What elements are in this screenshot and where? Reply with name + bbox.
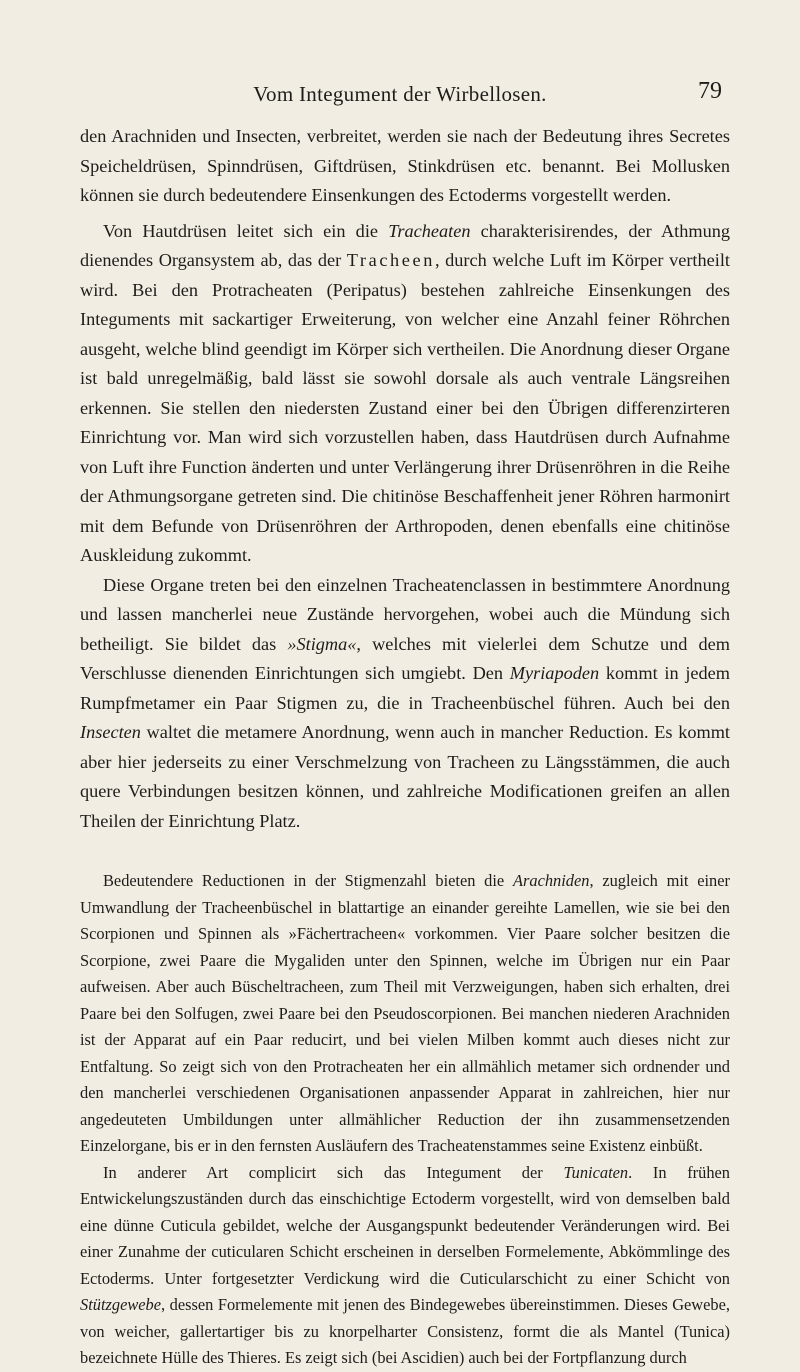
main-text [80,122,730,836]
term-stuetzgewebe: Stützgewebe [80,1295,162,1314]
term-tunicaten: Tunicaten [563,1162,629,1182]
term-tracheen-spaced: Tracheen [346,250,435,270]
small-print-text [80,868,730,1372]
term-stigma: »Stigma« [287,633,357,654]
paragraph-tracheen: Von Hautdrüsen leitet sich ein die Tracheaten charakterisirendes, der Athmung dienendes Organsystem ab, das der Tracheen, durch welche Luft im Körper vertheilt wird. Bei den Protracheaten (Peripatus) bestehen zahlreiche Einsenkungen des Integuments mit sackartiger Erweiterung, von welcher eine Anzahl feiner Röhrchen ausgeht, welche blind geendigt im Körper sich vertheilen. Die Anordnung dieser Organe ist bald unregelmäßig, bald lässt sie sowohl dorsale als auch ventrale Längsreihen erkennen. Sie stellen den niedersten Zustand einer bei den Übrigen differenzirteren Einrichtung vor. Man wird sich vorzustellen haben, dass Hautdrüsen durch Aufnahme von Luft ihre Function änderten und unter Verlängerung ihrer Drüsenröhren in die Reihe der Athmungsorgane getreten sind. Die chitinöse Beschaffenheit jener Röhren harmonirt mit dem Befunde von Drüsenröhren der Arthropoden, denen ebenfalls eine chitinöse Auskleidung zukommt. [80,220,731,565]
paragraph-stigma: Diese Organe treten bei den einzelnen Tracheatenclassen in bestimmtere Anordnung und lassen mancherlei neue Zustände hervorgehen, wobei auch die Mündung sich betheiligt. Sie bildet das »Stigma«, welches mit vielerlei dem Schutze und dem Verschlusse dienenden Einrichtungen sich umgiebt. Den Myriapoden kommt in jedem Rumpfmetamer ein Paar Stigmen zu, die in Tracheenbüschel führen. Auch bei den Insecten waltet die metamere Anordnung, wenn auch in mancher Reduction. Es kommt aber hier jederseits zu einer Verschmelzung von Tracheen zu Längsstämmen, die auch quere Verbindungen besitzen können, und zahlreiche Modificationen greifen an allen Theilen der Einrichtung Platz. [80,574,730,831]
term-arachniden: Arachniden [512,871,590,890]
paragraph-arachniden: Bedeutendere Reductionen in der Stigmenzahl bieten die Arachniden, zugleich mit einer Umwandlung der Tracheenbüschel in blattartige an einander gereihte Lamellen, wie sie bei den Scorpionen und Spinnen als »Fächertracheen« vorkommen. Vier Paare solcher besitzen die Scorpione, zwei Paare die Mygaliden unter den Spinnen, welche im Übrigen nur ein Paar aufweisen. Aber auch Büscheltracheen, zum Theil mit Verzweigungen, haben sich erhalten, drei Paare bei den Solfugen, zwei Paare bei den Pseudoscorpionen. Bei manchen niederen Arachniden ist der Apparat auf ein Paar reducirt, und bei vielen Milben kommt auch dieses nicht zur Entfaltung. So zeigt sich von den Protracheaten her ein allmählich metamer sich ordnender und den mancherlei verschiedenen Organisationen anpassender Apparat in zahlreichen, hier nur angedeuteten Umbildungen unter allmählicher Reduction der ihn zusammensetzenden Einzelorgane, bis er in den fernsten Ausläufern des Tracheatenstammes seine Existenz einbüßt. [80,871,730,1155]
page-header [0,76,800,106]
running-head: Vom Integument der Wirbellosen. [253,82,547,106]
term-tracheaten: Tracheaten [388,220,471,241]
page-number: 79 [698,78,722,104]
paragraph-continued: den Arachniden und Insecten, verbreitet, werden sie nach der Bedeutung ihres Secretes Speicheldrüsen, Spinndrüsen, Giftdrüsen, Stinkdrüsen etc. benannt. Bei Mollusken können sie durch bedeutendere Einsenkungen des Ectoderms vorgestellt werden. [80,126,730,205]
term-insecten: Insecten [80,722,141,742]
paragraph-tunicaten: In anderer Art complicirt sich das Integument der Tunicaten. In frühen Entwickelungszuständen durch das einschichtige Ectoderm vorgestellt, wird von demselben bald eine dünne Cuticula gebildet, welche der Ausgangspunkt bedeutender Veränderungen wird. Bei einer Zunahme der cuticularen Schicht erscheinen in derselben Formelemente, Abkömmlinge des Ectoderms. Unter fortgesetzter Verdickung wird die Cuticularschicht zu einer Schicht von Stützgewebe, dessen Formelemente mit jenen des Bindegewebes übereinstimmen. Dieses Gewebe, von weicher, gallertartiger bis zu knorpelharter Consistenz, formt die als Mantel (Tunica) bezeichnete Hülle des Thieres. Es zeigt sich (bei Ascidien) auch bei der Fortpflanzung durch [80,1162,730,1367]
term-myriapoden: Myriapoden [509,663,600,683]
